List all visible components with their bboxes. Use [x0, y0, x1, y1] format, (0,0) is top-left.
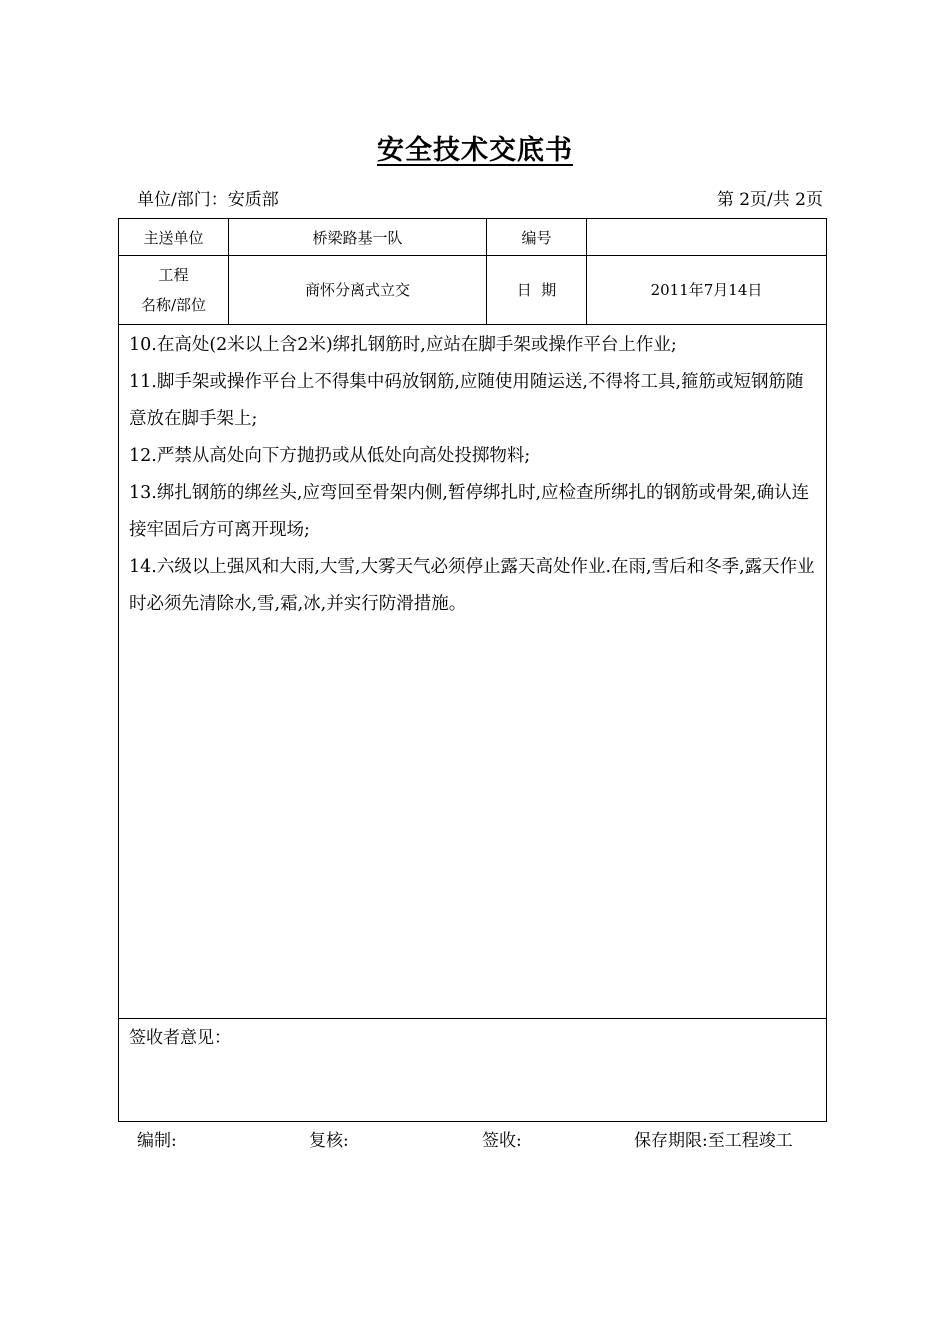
number-value: [587, 219, 827, 256]
content-row: [119, 325, 827, 1019]
document-title: 安全技术交底书: [377, 135, 573, 166]
disclosure-form-table: [118, 218, 827, 1122]
content-item: 10.在高处(2米以上含2米)绑扎钢筋时,应站在脚手架或操作平台上作业;: [129, 335, 677, 355]
sender-value: 桥梁路基一队: [229, 219, 487, 256]
content-cell: [119, 325, 827, 1019]
project-row: [119, 256, 827, 325]
footer-retention: 保存期限:至工程竣工: [634, 1131, 793, 1151]
content-item: 13.绑扎钢筋的绑丝头,应弯回至骨架内侧,暂停绑扎时,应检查所绑扎的钢筋或骨架,确认连接牢固后方可离开现场;: [129, 483, 810, 540]
footer-review: 复核:: [309, 1131, 349, 1151]
sign-cell: [119, 1019, 827, 1122]
sender-row: [119, 219, 827, 256]
project-label-line1: 工程: [158, 266, 189, 284]
date-value: 2011年7月14日: [587, 256, 827, 325]
sender-label: 主送单位: [119, 219, 229, 256]
page-number: 第 2页/共 2页: [716, 190, 823, 210]
sign-opinion-label: 签收者意见：: [129, 1028, 231, 1048]
footer-prepared: 编制:: [137, 1131, 177, 1151]
department-label: 单位/部门：安质部: [137, 190, 279, 210]
number-label: 编号: [487, 219, 587, 256]
footer-receipt: 签收:: [482, 1131, 522, 1151]
content-text: [119, 325, 826, 623]
project-label: [119, 256, 229, 325]
project-label-line2: 名称/部位: [140, 296, 207, 314]
content-item: 14.六级以上强风和大雨,大雪,大雾天气必须停止露天高处作业.在雨,雪后和冬季,露天作业时必须先清除水,雪,霜,冰,并实行防滑措施。: [129, 557, 815, 614]
date-label: 日 期: [487, 256, 587, 325]
content-item: 12.严禁从高处向下方抛扔或从低处向高处投掷物料;: [129, 446, 531, 466]
content-item: 11.脚手架或操作平台上不得集中码放钢筋,应随使用随运送,不得将工具,箍筋或短钢筋随意放在脚手架上;: [129, 372, 804, 429]
sign-row: [119, 1019, 827, 1122]
project-value: 商怀分离式立交: [229, 256, 487, 325]
